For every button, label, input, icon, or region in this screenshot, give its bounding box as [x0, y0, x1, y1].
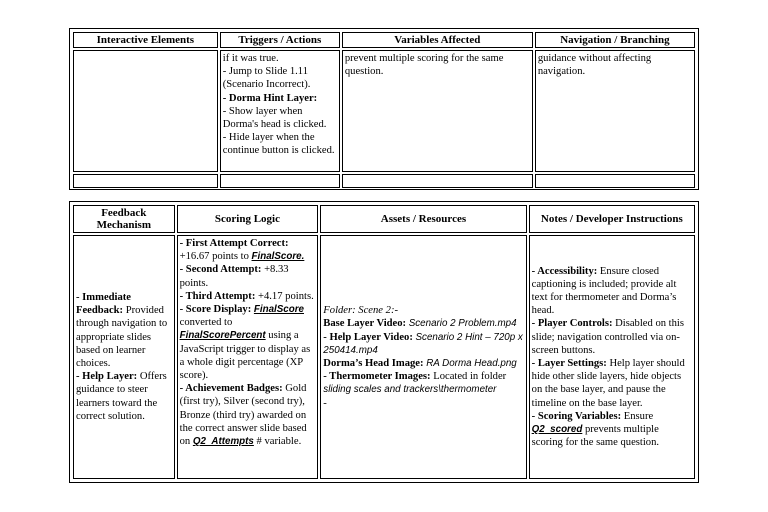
scoring-variables-text-2: prevents multiple scoring for the same question. — [531, 424, 660, 449]
first-attempt-label: - First Attempt Correct: — [179, 238, 289, 249]
base-layer-video-file: Scenario 2 Problem.mp4 — [408, 318, 517, 330]
header-notes-developer: Notes / Developer Instructions — [529, 205, 695, 233]
dorma-head-image-label: Dorma’s Head Image: — [323, 358, 424, 369]
navigation-branching-cell: guidance without affecting navigation. — [535, 50, 695, 172]
second-attempt-text: +8.33 points. — [179, 264, 289, 289]
layer-settings-text: Help layer should hide other slide layers, hide objects on the base layer, and pause the timeline on the base layer. — [531, 358, 685, 409]
first-attempt-text: +16.67 points to — [179, 251, 252, 263]
trigger-line: - Jump to Slide 1.11 (Scenario Incorrect). — [222, 66, 311, 91]
score-display-label: - Score Display: — [179, 304, 252, 316]
achievement-badges-text: Gold (first try), Silver (second try), Bronze (third try) awarded on the correct answer slide based on — [179, 383, 307, 448]
header-interactive-elements: Interactive Elements — [73, 32, 218, 48]
triggers-actions-cell — [220, 50, 340, 172]
q2-scored-variable: Q2_scored — [531, 424, 583, 436]
storyboard-table-continued — [69, 28, 699, 190]
scoring-variables-label: - Scoring Variables: — [531, 410, 622, 422]
player-controls-label: - Player Controls: — [531, 318, 613, 330]
trigger-line: - Hide layer when the continue button is clicked. — [222, 132, 335, 157]
empty-cell — [535, 174, 695, 188]
header-variables-affected: Variables Affected — [342, 32, 533, 48]
immediate-feedback-text: Provided through navigation to appropriate slides based on learner choices. — [76, 305, 168, 369]
finalscorepercent-variable: FinalScorePercent — [179, 330, 266, 342]
trailing-dash: - — [323, 397, 327, 409]
trigger-line: - Show layer when Dorma's head is clicked. — [222, 105, 327, 131]
header-triggers-actions: Triggers / Actions — [220, 32, 340, 48]
header-feedback-mechanism: Feedback Mechanism — [73, 205, 175, 233]
thermometer-images-label: - Thermometer Images: — [323, 371, 431, 383]
header-scoring-logic: Scoring Logic — [177, 205, 319, 233]
thermometer-folder-path: sliding scales and trackers\thermometer — [323, 384, 497, 396]
feedback-mechanism-cell — [73, 235, 175, 479]
help-layer-label: - Help Layer: — [76, 371, 138, 383]
help-layer-video-file: Scenario 2 Hint – 720p x 250414.mp4 — [323, 331, 523, 356]
header-assets-resources: Assets / Resources — [320, 205, 526, 233]
scoring-logic-cell — [177, 235, 319, 479]
assets-resources-cell — [320, 235, 526, 479]
empty-cell — [220, 174, 340, 188]
scoring-variables-text: Ensure — [621, 410, 654, 422]
trigger-line: if it was true. — [222, 53, 279, 64]
second-attempt-label: - Second Attempt: — [179, 264, 262, 276]
help-layer-video-label: - Help Layer Video: — [323, 331, 413, 343]
base-layer-video-label: Base Layer Video: — [323, 318, 407, 330]
dorma-hint-layer-heading: - Dorma Hint Layer: — [222, 92, 318, 104]
accessibility-label: - Accessibility: — [531, 265, 598, 277]
achievement-badges-text-2: # variable. — [253, 436, 302, 448]
immediate-feedback-label: - Immediate Feedback: — [76, 291, 132, 317]
score-display-text-2: using a JavaScript trigger to display as a whole digit percentage (XP score). — [179, 330, 311, 382]
folder-label: Folder: Scene 2:- — [323, 305, 399, 317]
finalscore-variable: FinalScore. — [251, 251, 305, 263]
third-attempt-text: +4.17 points. — [255, 290, 314, 302]
storyboard-table-feedback — [69, 201, 699, 483]
dorma-head-image-file: RA Dorma Head.png — [426, 358, 517, 369]
q2-attempts-variable: Q2_Attempts — [192, 436, 254, 448]
notes-developer-cell — [529, 235, 695, 479]
player-controls-text: Disabled on this slide; navigation controlled via on-screen buttons. — [531, 318, 684, 356]
achievement-badges-label: - Achievement Badges: — [179, 383, 283, 395]
finalscore-variable: FinalScore — [253, 304, 304, 316]
empty-cell — [342, 174, 533, 188]
layer-settings-label: - Layer Settings: — [531, 358, 607, 369]
interactive-elements-cell — [73, 50, 218, 172]
thermometer-images-text: Located in folder — [430, 371, 507, 383]
variables-affected-cell: prevent multiple scoring for the same question. — [342, 50, 533, 172]
help-layer-text: Offers guidance to steer learners toward the correct solution. — [76, 371, 167, 422]
third-attempt-label: - Third Attempt: — [179, 290, 256, 302]
header-navigation-branching: Navigation / Branching — [535, 32, 695, 48]
accessibility-text: Ensure closed captioning is included; provide alt text for thermometer and Dorma’s head. — [531, 265, 677, 317]
score-display-text: converted to — [179, 317, 233, 329]
empty-cell — [73, 174, 218, 188]
